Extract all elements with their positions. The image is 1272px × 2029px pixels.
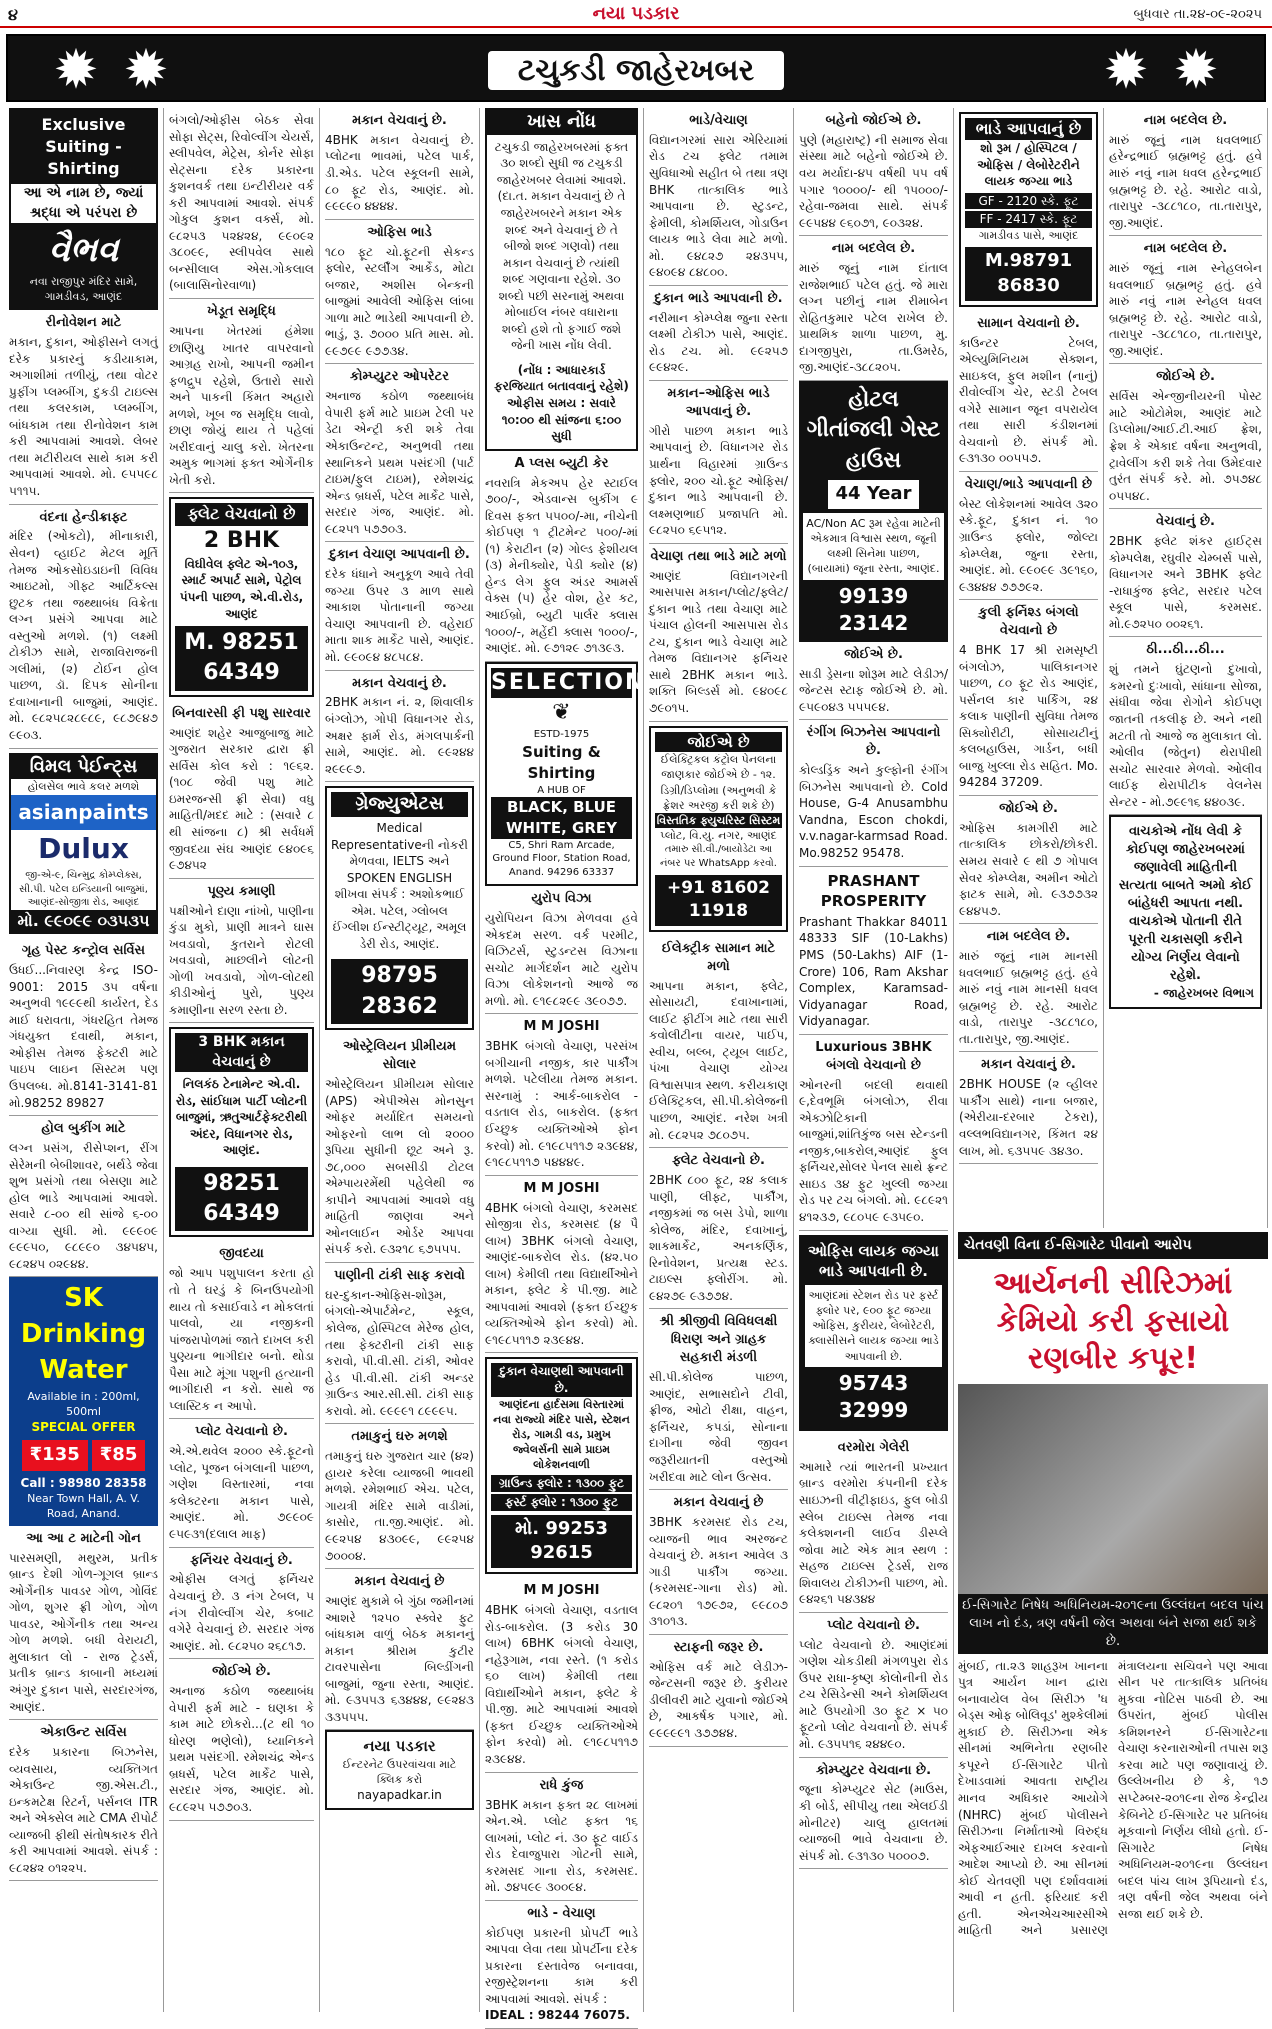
ad-shop-sale: દુકાન વેચાણ આપવાની છે. દરેક ધંધાને અનુકૂળ આવે તેવી જગ્યા ઉપર ૩ માળ સાથે આકાશ પોતાનાની જગ્યા વેચાણ આપવાની છે. વહેરાઈ માતા શાક માર્કેટ પાસે, આણંદ. મો. ૯૯૦૯૪ ૪૮૫૮૪. [325,542,474,670]
ad-sk-water: SK Drinking Water Available in : 200ml, 500ml SPECIAL OFFER ₹135 ₹85 Call : 98980 28358 Near Town Hall, A. V. Road, Anand. [9,1277,158,1525]
ad-europe-visa: યુરોપ વિઝા યુરોપિયન વિઝા મેળવવા હવે એકદમ સરળ. વર્ક પરમીટ, વિઝિટર્સ, સ્ટુડન્ટસ વિઝાના સચોટ માર્ગદર્શન માટે યુરોપ વિઝા લોકેશનનો આજે જ મળો. મો. ૯૧૯૮૨૯૯ ૩૯૦૭૭. [485,886,638,1014]
ad-jivdaya: જીવદયા જો આપ પશુપાલન કરતા હો તો તે ઘરડું કે બિનઉપયોગી થાય તો કસાઈવાડે ન મોકલતાં પાલવો, યા નજીકની પાંજરાપોળમાં જાતે દાખલ કરી પુણ્યના ભાગીદાર બનો. થોડા પૈસા માટે મૂંગા પશુની હત્યાની ભાગીદારી ન કરો. સાથે જ પ્લાસ્ટિક ન આપો. [169,1241,314,1419]
ad-pest-control: ગૃહ પેસ્ટ કન્ટ્રોલ સર્વિસ ઉધઈ...નિવારણ કેન્દ્ર ISO-9001: 2015 ૩૫ વર્ષના અનુભવી ૧૯૯૯થી કાર્યરત, દેડ માઈ ધરાવતા, ગંધરહિત તેમજ ગંધયુક્ત દવાથી, મકાન, ઓફીસ તેમજ ફેક્ટરી માટે પાઇપ લાઇન સિસ્ટમ પણ ઉપલબ્ધ. મો.8141-3141-81 મો.98252 89827 [9,938,158,1116]
ad-2bhk-sale: મકાન વેચવાનું છે. 2BHK HOUSE (૨ વ્હીલર પાર્કીંગ સાથે) નાના બજાર, (એરીયા-દરબાર ટેકરા), વલ્લભવિદ્યાનગર, કિંમત ૨૪ લાખ, મો. ૬૩૫૫૯ ૩૪૩૦. [959,1052,1098,1164]
ad-house-sale-3: મકાન વેચવાનું છે 3BHK કરમસદ રોડ ટચ, વ્યાજની ભાવ અરજન્ટ વેચવાનું છે. મકાન આવેલ ૩ ગાડી પાર્કીંગ જગ્યા. (કરમસદ-ગાના રોડ) મો. ૯૮૨૦૧ ૧૭૯૭૨, ૯૯૮૦૭ ૩૧૦૧૩. [649,1490,788,1635]
ad-account: એકાઉન્ટ સર્વિસ દરેક પ્રકારના બિઝનેસ, વ્યવસાય, વ્યક્તિગત એકાઉન્ટ જી.એસ.ટી., ઇન્કમટેક્ષ રિટર્ન, પર્સનલ ITR અને એક્સેલ માટે CMA રીપોર્ટ વ્યાજબી ફીથી સંતોષકારક રીતે કરી આપવામાં આવશે. સંપર્ક : ૯૮૨૪૨ ૦૧૨૨૫. [9,1720,158,1881]
ad-renovation: રીનોવેશન માટે મકાન, દુકાન, ઓફીસને લગતું દરેક પ્રકારનું કડીયાકામ, અગાશીમાં તળીયું, તથા વોટર પ્રુફીંગ પ્લમ્બીંગ, દુકડી ટાઇલ્સ તથા કલરકામ, પ્લમ્બીંગ, બાંધકામ તથા રીનોવેશન કામ કરી આપવામાં આવશે. લેબર તથા મટીરીયલ સાથે કામ કરી આપવામાં આવશે. મો. ૯૫૫૯૮ ૫૧૧૫. [9,310,158,504]
ad-job-electrical: જોઈએ છે ઈલેક્ટ્રિકલ કંટ્રોલ પેનલના જાણકાર જોઈએ છે - ૧૨. ડિગ્રી/ડિપ્લોમા (અનુભવી કે ફ્રેશર અરજી કરી શકે છે) વિસ્તતિક ફ્યુચરિસ્ટ સિસ્ટમ પ્લોટ, વિ.યુ. નગર, આણંદ તમારુ સી.વી./બાયોડેટા આ નંબર પર WhatsApp કરવો. +91 81602 11918 [649,726,788,932]
news-headline: આર્યનની સીરિઝમાં કેમિયો કરી ફસાયો રણબીર કપૂર! [993,1266,1233,1377]
ad-computer-operator: કોમ્પ્યુટર ઓપરેટર અનાજ કઠોળ જથ્થાબંધ વેપારી ફર્મ માટે પ્રાઇમ ટેલી પર ડેટા એન્ટ્રી કરી શકે તેવા એકાઉન્ટન્ટ, અનુભવી તથા સ્થાનિકને પ્રથમ પસંદગી (પાર્ટ ટાઇમ/ફુલ ટાઇમ), રમેશચંદ્ર એન્ડ બ્રધર્સ, પટેલ માર્કેટ પાસે, સરદાર ગંજ, આણંદ. મો. ૯૮૨૫૧ ૫૭૭૦૩. [325,364,474,542]
ad-rent-space: ભાડે આપવાનું છે શો રૂમ / હોસ્પિટલ / ઓફિસ / લેબોરેટરીને લાયક જગ્યા ભાડે GF - 2120 સ્કે. ફૂટ FF - 2417 સ્કે. ફૂટ ગામડીવડ પાસે, આણંદ M.98791 86830 [959,112,1098,307]
ad-business: રંગીંગ બિઝનેસ આપવાનો છે. કોલ્ડડ્રિંક અને કુલ્ફોની રંગીંગ બિઝનેસ આપવાનો છે. Cold House, G-4 Anusambhu Vandna, Escon chokdi, v.v.nagar-karmsad Road. Mo.98252 95478. [799,720,948,866]
asianpaints-logo: asianpaints [11,795,156,831]
ad-selection: SELECTION ❦ ESTD-1975 Suiting & Shirting A HUB OF BLACK, BLUE WHITE, GREY C5, Shri Ram Arcade, Ground Floor, Station Road, Anand. 94296 63337 [485,662,638,886]
ad-house-office-rent: મકાન–ઓફિસ ભાડે આપવાનું છે. ગીરો પાછળ મકાન ભાડે આપવાનું છે. વિધાનગર રોડ પ્રાર્થના વિહારમાં ગ્રાઉન્ડ ફ્લોર, ૨૦૦ ચો.ફૂટ ઓફિસ/દુકાન ભાડે આપવાની છે. લક્ષ્મણભાઈ પ્રજાપતિ મો. ૯૮૨૫૦ ૬૯૫૧૨. [649,381,788,544]
ad-name-change-1: નામ બદલેલ છે. મારું જૂનું નામ દાંતાલ રાજેશભાઈ પટેલ હતું. જે મારા લગ્ન પછીનું નામ રીમાબેન રોહિતકુમાર પટેલ રાખેલ છે. પ્રાથમિક શાળા પાછળ, મુ. દાગજીપુરા, તા.ઉમરેઠ, જી.આણંદ-૩૮૮૨૦૫. [799,236,948,381]
ad-punya: પૂણ્ય કમાણી પક્ષીઓને દાણા નાંખો, પાણીના કુંડા મુકો, પ્રાણી માત્રને ઘાસ ખવડાવો, કુતરાને રોટલી ખવડાવો, માછલીને લોટની ગોળી ખવડાવો, ગોળ-લોટથી કીડીઓનું પુરો, પુણ્ય કમાણીના સરળ રસ્તા છે. [169,879,314,1024]
ad-office-rent: ઓફિસ ભાડે ૧૮૦ ફૂટ ચો.ફૂટની સેકન્ડ ફ્લોર, સ્ટર્લીંગ આર્કેડ, મોટા બજાર, અશીસ બેન્કની બાજુમાં આવેલી ઓફિસ લાંબા ગાળા માટે ભાડેથી આપવાની છે. ભાડું, રૂ. ૭૦૦૦ પ્રતિ માસ. મો. ૯૯૭૯૯ ૯૭૭૩૪. [325,220,474,365]
ad-house-sale-2: મકાન વેચવાનું છે આણંદ મુકામે બે ગુંઠા જમીનમાં આશરે ૧૨૫૦ સ્ક્વેર ફુટ બાંધકામ વાળું બેઠક મકાનનું મકાન શ્રીરામ કુટીર ટાવરપાસેના બિલ્ડીંગની બાજુમાં, જુના રસ્તા, આણંદ. મો. ૯૩૫૫૩ ૬૩૪૪૪, ૯૯૨૪૩ ૩૩૫૫૫. [325,1569,474,1730]
page-header [0,0,1272,28]
ad-plot: પ્લોટ વેચવાનો છે. એ.એ.થવેલ ૨૦૦૦ સ્કે.ફૂટનો પ્લોટ, પૂજન બંગલાની પાછળ, ગણેશ વિસ્તારમાં, નવા કલેક્ટરના મકાન પાસે, આણંદ. મો. ૭૯૯૦૯ ૯૫૯૩૧(દલાલ માફ) [169,1419,314,1547]
newspaper-name: નયા પડકાર [592,3,680,24]
ad-rent-sale: ભાડે/વેચાણ વિદ્યાનગરમાં સારા એરિયામાં રોડ ટચ ફ્લેટ તમામ સુવિધાઓ સહીત બે તથા ત્રણ BHK તાત્કાલિક ભાડે આપવાના છે. સ્ટુડન્ટ, ફેમીલી, કોમર્શિયલ, ગોડાઉન લાયક ભાડે લેવા માટે મળો. મો. ૯૪૮૨૭ ૨૪૩૫૫, ૯૪૦૯૪ ૮૪૮૦૦. [649,108,788,286]
page-number: ૪ [8,5,18,24]
column-2 [164,108,320,2012]
ad-name-change-3: નામ બદલેલ છે. મારું જૂનું નામ ધવલભાઈ હરેન્દ્રભાઈ બ્રહ્મભટ્ટ હતું. હવે મારું નવું નામ ધવલ હરેન્દ્રભાઈ બ્રહ્મભટ્ટ છે. રહે. આરોટ વાડો, તારાપુર -૩૮૮૧૮૦, તા.તારાપુર, જી.આણંદ. [1109,108,1262,236]
ad-wanted: જોઈએ છે. અનાજ કઠોળ જથ્થાબંધ વેપારી ફર્મ માટે - ઘણકા કે કામ માટે છોકરો...(ટ થી ૧૦ ધોરણ ભણેલો), ધ્યાનિકને પ્રથમ પસંદગી. રમેશચંદ્ર એન્ડ બ્રધર્સ, પટેલ માર્કેટ પાસે, સરદાર ગંજ, આણંદ. મો. ૯૮૯૨૫ ૫૭૭૦૩. [169,1659,314,1820]
ad-hall-booking: હોલ બુકીંગ માટે લગ્ન પ્રસંગ, રીસેપ્શન, રીંગ સેરેમની બેબીશાવર, બર્થડે જેવા શુભ પ્રસંગો તથા બેસણા માટે હોલ ભાડે આપવામાં આવશે. સવારે ૮-૦૦ થી સાંજે ૬-૦૦ વાગ્યા સુધી. મો. ૯૯૯૦૯ ૯૯૯૫૦, ૯૮૯૯૦ ૩૪૫૪૫, ૯૮૨૪૫ ૦૨૯૪૪. [9,1116,158,1277]
ad-olive-therapy: ઠી...ઠી...ઠી... શું તમને ઘુંટણનો દુખાવો, કમરનો દુઃખાવો, સાંધાના સોજા, સંધીવા જેવા રોગોને કોઈપણ જાતની તકલીફ છે. અને નથી મટતી તો આજે જ મુલાકાત લો. ઓલીવ (જેતુન) થેરાપીથી સચોટ સારવાર મેળવો. ઓલીવ લાઈફ થેરાપીટીક વેલનેસ સેન્ટર - મો.૭૯૯૧૬ ૪૪૦૩૯. [1109,637,1262,815]
ad-hotel-gitanjali: હોટલ ગીતાંજલી ગેસ્ટ હાઉસ 44 Year AC/Non AC રૂમ રહેવા માટેની એકમાત્ર વિશ્વાસ સ્થળ, જૂની લક્ષ્મી સિનેમા પાછળ, (બાયામાં) જૂના રસ્તા, આણંદ. 99139 23142 [799,381,948,642]
ad-bungalow-sale: કુલી ફર્નિશ્ડ બંગલો વેચવાનો છે 4 BHK 17 શ્રી રામસૃષ્ટી બંગલોઝ, પાલિકાનગર પાછળ, ૮૦ ફૂટ રોડ આણંદ, પર્સનલ કાર પાર્કિંગ, ૨૪ કલાક પાણીની સુવિધા તેમજ સિક્યોરીટી, સોસાયટીનું કલબહાઉસ, ગાર્ડન, બધી બાજુ ખુલ્લા રોડ સહિત. Mo. 94284 37209. [959,600,1098,796]
ad-prashant: PRASHANT PROSPERITY Prashant Thakkar 84011 48333 SIF (10-Lakhs) PMS (50-Lakhs) AIF (1-Crore) 106, Ram Akshar Complex, Karamsad-Vidyanagar Road, Vidyanagar. [799,867,948,1035]
news-photo [958,1384,1268,1594]
column-6 [794,108,954,2012]
ad-office-staff: જોઈએ છે. ઓફિસ કામગીરી માટે તાત્કાલિક છોકરો/છોકરી. સમય સવારે ૯ થી ૭ ગોપાલ સેવર કોમ્પ્લેક્ષ, અમીન ઓટો ફાટક સામે, મો. ૯૩૭૭૩૨ ૯૪૪૫૭. [959,796,1098,924]
ad-vaibhav: Exclusive Suiting - Shirting આ એ નામ છે, જ્યાં શ્રદ્ધા એ પરંપરા છે વૈભવ નવા રાજીપુર મંદિર સામે, ગામડીવડ, આણંદ [9,108,158,310]
ad-shop-sale-rent: વેચાણ/ભાડે આપવાની છે બેસ્ટ લોકેશનમાં આવેલ ૩૨૦ સ્કે.ફૂટ, દુકાન નં. ૧૦ ગ્રાઉન્ડ ફ્લોર, જોલ્ટા કોમ્પ્લેક્ષ, જુના રસ્તા, આણંદ. મો. ૯૯૦૯૯ ૩૯૧૬૦, ૯૩૪૪૪ ૭૭૭૯૨. [959,472,1098,600]
star-icon: ✹ [123,38,169,101]
ad-office-space: ઓફિસ લાયક જગ્યા ભાડે આપવાની છે. આણંદમાં સ્ટેશન રોડ પર ફર્સ્ટ ફ્લોર પર, ૯૦૦ ફૂટ જગ્યા ઓફિસ, કુરીયર, લેબોરેટરી, ક્લાસીસને લાયક જગ્યા ભાડે આપવાની છે. 95743 32999 [799,1235,948,1431]
issue-date: બુધવાર તા.૨૪-૦૯-૨૦૨૫ [1133,7,1262,22]
ad-house-sale: મકાન વેચવાનું છે. 4BHK મકાન વેચવાનું છે. પ્લોટના ભાવમાં, પટેલ પાર્ક, ડી.એડ. પટેલ સ્કૂલની સામે, ૮૦ ફૂટ રોડ, આણંદ. મો. ૯૯૯૯૦ ૪૪૪૪. [325,108,474,220]
ad-women-wanted: બહેનો જોઈએ છે. પુણે (મહારાષ્ટ્ર) ની સમાજ સેવા સંસ્થા માટે બહેનો જોઈએ છે. વય મર્યાદા-૪૫ વર્ષથી ૫૫ વર્ષ પગાર ૧૦૦૦૦/- થી ૧૫૦૦૦/- રહેવા-જમવા સાથે. સંપર્ક ૯૯૫૪૪ ૯૬૦૭૧, ૯૦૩૨૪. [799,108,948,236]
ad-ideal: ભાડે - વેચાણ કોઈપણ પ્રકારની પ્રોપર્ટી ભાડે આપવા લેવા તથા પ્રોપર્ટીના દરેક પ્રકારના દસ્તાવેજ બનાવવા, રજીસ્ટ્રેશનના કામ કરી આપવામાં આવશે. સંપર્ક : IDEAL : 98244 76075. [485,1901,638,2029]
section-banner [6,34,1266,102]
naya-padkar-footer: નયા પડકાર ઈન્ટરનેટ ઉપરવાંચવા માટે ક્લિક કરો nayapadkar.in [325,1730,474,1810]
ad-plot-2: પ્લોટ વેચવાનો છે. પ્લોટ વેચવાનો છે. આણંદમાં ગણેશ ચોકડીથી મંગળપુરા રોડ ઉપર રાધા-કૃષ્ણ કોલોનીની રોડ ટચ રેસિડેન્સી અને કોમર્શિયલ માટે ઉપયોગી ૩૦ ફૂટ × ૫૦ ફૂટનો પ્લોટ વેચવાનો છે. સંપર્ક મો. ૯૩૫૫૧૬ ૨૪૪૯૦. [799,1613,948,1758]
ad-saree-staff: જોઈએ છે. સાડી ડ્રેસના શોરૂમ માટે લેડીઝ/જેન્ટસ સ્ટાફ જોઈએ છે. મો. ૯૫૯૦૪૩ ૫૫૫૯૪. [799,642,948,721]
news-caption: ઈ-સિગારેટ નિષેધ અધિનિયમ-૨૦૧૯ના ઉલ્લંઘન બદલ પાંચ લાખ નો દંડ, ત્રણ વર્ષની જેલ અથવા બંને સજા થઈ શકે છે. [958,1594,1268,1654]
ad-graduates: ગ્રેજ્યુએટસ Medical Representativeની નોકરી મેળવવા, IELTS અને SPOKEN ENGLISH શીખવા સંપર્ક : અશોકભાઈ એમ. પટેલ, ગ્લોબલ ઈંગ્લીશ ઈન્સ્ટીટ્યૂટ, અમૂલ ડેરી રોડ, આણંદ. 98795 28362 [325,786,474,1030]
section-title: ટચુકડી જાહેરખબર [8,50,1264,91]
ad-staff: સ્ટાફની જરૂર છે. ઓફિસ વર્ક માટે લેડીઝ-જેન્ટસની જરૂર છે. કુરીયર ડીલીવરી માટે યુવાનો જોઈએ છે, આકર્ષક પગાર, મો. ૯૯૯૯૯૧ ૩૭૭૪૪. [649,1635,788,1747]
ad-vandana: વંદના હેન્ડીક્રાફ્ટ મંદિર (ઓકટો), મીનાકારી, સેવન) વ્હાઈટ મેટલ મૂર્તિ તેમજ ઓકસોઇડાઇની વિવિધ આઇટમો, ગીફ્ટ આર્ટિકલ્સ છુટક તથા જથ્થાબંધ વિક્રેતા લગ્ન પ્રસંગે આપવા માટે વસ્તુઓ મળશે. (૧) લક્ષ્મી ટોકીઝ સામે, રાજાવિરાજની ગલીમાં, (૨) ટોઈન હોલ પાછળ, ડૉ. દિપક સોનીના દવાખાનાની બાજુમાં, આણંદ. મો. ૯૮૨૫૮૨૮૯૮૯, ૯૮૭૯૪૭ ૯૯૦૩. [9,505,158,749]
ad-furniture: ફર્નિચર વેચવાનું છે. ઓફીસ લગતું ફર્નિચર વેચવાનું છે. ૩ નંગ ટેબલ, ૫ નંગ રીવોલ્વીંગ ચેર, કબાટ વગેરે વેચવાનું છે. સરદાર ગંજ આણંદ. મો. ૯૮૨૫૦ ૨૬૮૧૭. [169,1548,314,1660]
ad-flat-sale: ફ્લેટ વેચવાનો છે 2 BHK વિઘીવેલ ફ્લેટ એ-૧૦૩, સ્માર્ટ અપાર્ટ સામે, પેટ્રોલ પંપની પાછળ, એ.વી.રોડ, આણંદ M. 98251 64349 [169,497,314,696]
column-3 [320,108,480,2012]
ad-farmer: ખેડૂત સમૃદ્ધિ આપના ખેતરમાં હંમેશા છાણિયુ ખાતર વાપરવાનો આગ્રહ રાખો, આપની જમીન ફળદ્રુપ રહેશે, ઉતારો સારો અને પાકની કિંમત અહારો મળશે, ખૂબ જ સમૃદ્ધિ લાવો, છાણ જોયું થાય તે પહેલાં ખરીદવાનું ચાલુ કરો. ખેતરના અમુક ભાગમાં ફક્ત ઓર્ગેનીક ખેતી કરો. [169,299,314,493]
star-icon: ✹ [1173,38,1219,101]
reader-notice: વાચકોએ નોંધ લેવી કે કોઈપણ જાહેરખબરમાં જણાવેલી માહિતીની સત્યતા બાબતે અમો કોઈ બાંહેધરી આપતા નથી. વાચકોએ પોતાની રીતે પૂરતી ચકાસણી કરીને યોગ્ય નિર્ણય લેવાનો રહેશે. - જાહેરખબર વિભાગ [1109,815,1262,1009]
ad-sofa: બંગલો/ઓફીસ બેઠક સેવા સોફા સેટ્સ, રિવોલ્વીંગ ચેયર્સ, સ્લીપવેલ, મેટ્રેસ, કોર્નર સોફા સેટ્સના દરેક પ્રકારના કુશનવર્ક તથા ઇન્ટીરીયર વર્ક કરી આપવામાં આવશે. સંપર્ક ગોકુલ કુશન વર્ક્સ, મો. ૯૮૨૫૩ ૫૨૪૨૪, ૯૯૦૯૨ ૩૮૦૯૯, સ્લીપવેલ સાથે બન્સીલાલ એસ.ગોકલાલ (બાલાસિનોરવાળા) [169,108,314,299]
ad-jaggery: આ આ ટ માટેની ગોન પારસમણી, મથુરમ, પ્રતીક બ્રાન્ડ દેશી ગોળ-ગૂગલ બ્રાન્ડ ઓર્ગેનીક પાવડર ગોળ, ગોવિંદ ગોળ, શુગર ફ્રી ગોળ, ગોળ પાવડર, ઓર્ગેનીક તથા અન્ય ગોળ મળશે. બધી વેરાયટી, મુલાકાત લો - રાજ ટ્રેડર્સ, પ્રતીક બ્રાન્ડ કાબાની મધ્યમાં અંગુર દુકાન પાસે, સરદારગંજ, આણંદ. [9,1526,158,1720]
ad-name-change-4: નામ બદલેલ છે. મારું જૂનું નામ સ્નેહલબેન ધવલભાઈ બ્રહ્મભટ્ટ હતું. હવે મારું નવું નામ સ્નેહલ ધવલ બ્રહ્મભટ્ટ છે. રહે. આરોટ વાડો, તારાપુર -૩૮૮૧૮૦, તા.તારાપુર, જી.આણંદ. [1109,236,1262,364]
ad-tobacco: તમાકુનું ઘરુ મળશે તમાકુનું ઘરુ ગુજરાત ચાર (૪૨) હાયર કરેલા વ્યાજબી ભાવથી મળશે. રમેશભાઈ એચ. પટેલ, ગાયત્રી મંદિર સામે વાડીમાં, કાસોર, તા.જી.આણંદ. મો. ૯૯૨૫૪ ૪૩૦૯૯, ૯૯૨૫૪ ૭૦૦૦૪. [325,1424,474,1569]
ad-flat-sale-2: ફ્લેટ વેચવાનો છે. 2BHK ૮૦૦ ફૂટ, ૨૪ કલાક પાણી, લીફ્ટ, પાર્કીંગ, નજીકમાં જ બસ ડેપો, શાળા કોલેજ, મંદિર, દવાખાનું, શાકમાર્કેટ, અનકર્ણિક, રિનોવેશન, પ્રત્યક્ષ સ્ટડ. ટાઇલ્સ ફ્લોરીંગ. મો. ૯૪૨૭૯ ૯૩૭૭૪. [649,1148,788,1309]
news-strap: ચેતવણી વિના ઈ-સિગારેટ પીવાનો આરોપ [958,1232,1268,1259]
ad-beauty-care: A પ્લસ બ્યુટી કેર નવરાત્રિ મેકઅપ હેર સ્ટાઈલ ૭૦૦/-, એડવાન્સ બુકીંગ ૯ દિવસ ફક્ત ૫૫૦૦/-મા, નીચેની કોઈપણ ૧ ટ્રીટમેન્ટ ૫૦૦/-માં (૧) કેરાટીન (૨) ગોલ્ડ ફેશીયલ (૩) મેનીક્યોર, પેડી ક્યોર (૪) હેન્ડ લેગ ફુલ અંડર આમર્સ વેક્સ (૫) હેર વોશ, હેર કટ, આઈબ્રો, બ્યુટી પાર્લર ક્લાસ ૧૦૦૦/-, મહેંદી ક્લાસ ૧૦૦૦/-, આણંદ. મો. ૯૭૧૨૯ ૭૧૩૯૩. [485,451,638,662]
ad-mm-joshi-2: M M JOSHI 4BHK બંગલો વેચાણ, કરમસદ સોજીત્રા રોડ, કરમસદ (૪ પૈ લાખ) 3BHK બંગલો વેચાણ, આણંદ-બાકરોલ રોડ. (૪૨.૫૦ લાખ) કેમીલી તથા વિદ્યાર્થીઓને મકાન, ફ્લેટ કે પી.જી. માટે આપવામાં આવશે (ફક્ત ઈચ્છુક વ્યક્તિઓએ ફોન કરવો) મો. ૯૧૯૮૫૧૧૭ ૨૩૯૪૪. [485,1176,638,1354]
column-8 [1104,108,1268,1228]
ad-electric: ઈલેક્ટ્રીક સામાન માટે મળો આપના મકાન, ફ્લેટ, સોસાયટી, દવાખાનામાં, લાઈટ ફીટીંગ માટે તથા સારી કવોલીટીના વાયર, પાઈપ, સ્વીચ, બલ્બ, ટ્યૂબ લાઈટ, પંખા વેચાણ યોગ્ય વિશ્વાસપાત્ર સ્થળ. કરીયકાણ ઈલેક્ટ્રિકલ, સી.પી.કોલેજની પાછળ, આણંદ. નરેશ ખત્રી મો. ૯૮૨૫૨ ૭૮૦૭૫. [649,936,788,1148]
website-link[interactable]: nayapadkar.in [357,1788,442,1803]
ad-3bhk-house: 3 BHK મકાન વેચવાનું છે નિલકંઠ ટેનામેન્ટ એ.વી. રોડ, સાંઈધામ પાર્ટી પ્લોટની બાજુમાં, ઋતુઆર્ટફેક્ટરીથી અંદર, વિધાનગર રોડ, આણંદ. 98251 64349 [169,1027,314,1237]
ad-vimal-paints: વિમલ પેઈન્ટ્સ હોલસેલ ભાવે કલર મળશે asianpaints Dulux જી-એ-૯, ચિન્મુદ્ર કોમ્પ્લેક્સ, સી.પી. પટેલ ઇન્ડિયાની બાજુમાં, આણંદ-સોજીત્રા રોડ, આણંદ મો. ૯૯૦૯૯ ૦૩૫૩૫ [9,753,158,935]
ad-mm-joshi-1: M M JOSHI 3BHK બંગલો વેચાણ, પરસંખ બગીચાની નજીક, કાર પાર્કીંગ મળશે. પટેલીયા તેમજ મકાન. સરનામું : આર્ક-બાકરોલ - વડતાલ રોડ, બાકરોલ. (ફક્ત ઈચ્છુક વ્યક્તિઓએ ફોન કરવો) મો. ૯૧૯૮૫૧૧૭ ૨૩૯૪૪, ૯૧૯૮૫૧૧૭ ૫૪૪૪૯. [485,1014,638,1175]
vaibhav-logo: વૈભવ [48,229,119,270]
ad-service-engineer: જોઈએ છે. સર્વિસ એન્જીનીયરની પોસ્ટ માટે ઓટોમેશ, આણંદ માટે ડિપ્લોમા/આઈ.ટી.આઈ ફ્રેશ, ફ્રેશ કે એકાદ વર્ષના અનુભવી, ટ્રાવેલીંગ કરી શકે તેવા ઉમેદવાર તુરંત સંપર્ક કરે. મો. ૭૫૭૪૮ ૦૫૫૪૮. [1109,364,1262,509]
special-note: ખાસ નોંધ ટચુકડી જાહેરખબરમાં ફક્ત ૩૦ શબ્દો સુધી જ ટચુકડી જાહેરખબર લેવામાં આવશે. (દા.ત. મકાન વેચવાનું છે તે જાહેરખબરને મકાન એક શબ્દ અને વેચવાનું છે તે બીજો શબ્દ ગણવો) તથા મકાન વેચવાનું છે ત્યાંથી શબ્દ ગણવાના રહેશે. ૩૦ શબ્દો પછી સરનામું અથવા મોબાઈલ નંબર વધારાના શબ્દો હશે તો ફગાઈ જશે જેની ખાસ નોંધ લેવી. (નોંધ : આધારકાર્ડ ફરજિયાત બતાવવાનું રહેશે) ઓફીસ સમય : સવારે ૧૦:૦૦ થી સાંજના ૬:૦૦ સુધી [485,108,638,451]
ad-cooperative: શ્રી શ્રીજીવી વિવિધલક્ષી ધિરાણ અને ગ્રાહક સહકારી મંડળી સી.પી.કોલેજ પાછળ, આણંદ, સભાસદોને ટીવી, ફ્રીજ, ઓટો રીક્ષા, વાહન, ફર્નિચર, કપડાં, સોનાના દાગીના જેવી જીવન જરૂરીયાતની વસ્તુઓ ખરીદવા માટે લોન ઉત્સવ. [649,1309,788,1490]
news-body: મુંબઈ, તા.૨૩ શાહરૂખ ખાનના પુત્ર આર્યન ખાન દ્વારા બનાવાયેલ વેબ સિરીઝ 'ધ બેડ્સ ઓફ બોલિવૂડ' મુશ્કેલીમાં મુકાઈ છે. સિરીઝના એક સીનમાં અભિનેતા રણબીર કપૂરને ઈ-સિગારેટ પીતો દેખાડવામાં આવતા રાષ્ટ્રીય માનવ અધિકાર આયોગે (NHRC) મુંબઈ પોલીસને સિરીઝના નિર્માતાઓ વિરુદ્ધ એફઆઈઆર દાખલ કરવાનો આદેશ આપ્યો છે. આ સીનમાં કોઈ ચેતવણી પણ દર્શાવવામાં આવી ન હતી. ફરિયાદ કરી હતી. એનએચઆરસીએ માહિતી અને પ્રસારણ મંત્રાલયના સચિવને પણ આવા સીન પર તાત્કાલિક પ્રતિબંધ મુકવા નોટિસ પાઠવી છે. આ ઉપરાંત, મુંબઈ પોલીસ કમિશનરને ઈ-સિગારેટના વેચાણ કરનારાઓની તપાસ શરૂ કરવા માટે પણ જણાવાયું છે. ઉલ્લેખનીય છે કે, ૧૭ સપ્ટેમ્બર-૨૦૧૯ના રોજ કેન્દ્રીય કેબિનેટે ઈ-સિગારેટ પર પ્રતિબંધ મૂકવાનો નિર્ણય લીધો હતો. ઈ-સિગારેટ નિષેધ અધિનિયમ-૨૦૧૯ના ઉલ્લંઘન બદલ પાંચ લાખ રૂપિયાનો દંડ, ત્રણ વર્ષની જેલ અથવા બંને સજા થઈ શકે છે. [958,1658,1268,1938]
ad-computer-sale: કોમ્પ્યુટર વેચવાના છે. જૂના કોમ્પ્યુટર સેટ (માઉસ, કી બોર્ડ, સીપીયુ તથા એલઈડી મોનીટર) ચાલુ હાલતમાં વ્યાજબી ભાવે વેચવાના છે. સંપર્ક મો. ૯૩૧૩૦ ૫૦૦૦૭. [799,1758,948,1870]
column-7 [954,108,1104,1228]
ad-name-change-2: નામ બદલેલ છે. મારું જૂનું નામ માનસી ધવલભાઈ બ્રહ્મભટ્ટ હતું. હવે મારું નવું નામ માનસી ધવલ બ્રહ્મભટ્ટ છે. રહે. આરોટ વાડો, તારાપુર -૩૮૮૧૮૦, તા.તારાપુર, જી.આણંદ. [959,924,1098,1052]
ad-tank-cleaning: પાણીની ટાંકી સાફ કરાવો ઘર-દુકાન-ઓફિસ-શોરૂમ, બંગલો-એપાર્ટમેન્ટ, સ્કૂલ, કોલેજ, હોસ્પિટલ મેરેજ હોલ, તથા ફેક્ટરીની ટાંકી સાફ કરાવો, પી.વી.સી. ટાંકી, ઓવર હેડ પી.વી.સી. ટાંકી અન્ડર ગ્રાઉન્ડ આર.સી.સી. ટાંકી સાફ કરાવો. મો. ૯૯૯૯૧ ૮૯૯૯૫. [325,1263,474,1424]
ad-flat-sale-3: વેચવાનું છે. 2BHK ફ્લેટ શંકર હાઈટ્સ કોમ્પલેક્ષ, રઘુવીર ચેમ્બર્સ પાસે, વિધાનગર અને 3BHK ફ્લેટ -રાધાકુંજ ફ્લેટ, સરદાર પટેલ સ્કૂલ પાસે, કરમસદ. મો.૯૭૨૫૦ ૦૦૨૬૧. [1109,509,1262,637]
swan-icon: ❦ [552,699,571,725]
ad-sale-rent: વેચાણ તથા ભાડે માટે મળો આણંદ વિદ્યાનગરની આસપાસ મકાન/પ્લોટ/ફ્લેટ/દુકાન ભાડે તથા વેચાણ માટે પંચાલ હોલની આસપાસ રોડ ટચ, દુકાન ભાડે વેચાણ માટે તેમજ વિદ્યાનગર ફર્નિચર સાથે 2BHK મકાન ભાડે. શક્તિ બિલ્ડર્સ મો. ૯૪૦૯૮ ૭૯૦૧૫. [649,544,788,722]
ad-luxurious-bungalow: Luxurious 3BHK બંગલો વેચવાનો છે ઓનરની બદલી થવાથી ૯,દેવભૂમિ બંગલોઝ, રીવા એક્ઝોટિકાની બાજુમાં,શાંતિકુંજ બસ સ્ટેન્ડની નજીક,બાકરોલ,આણંદ ફુલ ફર્નિચર,સોલર પેનલ સાથે ફ્રન્ટ સાઇડ ૩૪ ફુટ ખુલ્લી જગ્યા રોડ પર ટચ બંગલો. મો. ૯૮૯૨૧ ૪૧૨૩૭, ૯૮૦૫૯ ૯૩૫૯૦. [799,1035,948,1231]
ad-solar: ઓસ્ટ્રેલિયન પ્રીમીયમ સોલાર ઓસ્ટ્રેલિયન પ્રીમીયમ સોલાર (APS) એપીએસ મોનસુન ઓફર મર્યાદિત સમયનો ઓફરનો લાભ લો ૨૦૦૦ રૂપિયા સુધીની છૂટ અને રૂ. ૭૮,૦૦૦ સબસીડી ટોટલ એમ્પાયરમેંથી પહેલેથી જ કાપીને આપવામાં આવશે વધુ માહિતી જાણવા અને ઓનલાઈન ઓર્ડર આપવા સંપર્ક કરો. ૯૩૨૧૮ ૬૭૫૫૫. [325,1034,474,1263]
column-1 [4,108,164,2012]
dulux-logo: Dulux [38,832,129,866]
column-4 [480,108,646,2023]
ad-shop-rent: દુકાન વેચાણથી આપવાની છે. આણંદના હાર્દસમા વિસ્તારમાં નવા રાજ્યો મંદિર પાસે, સ્ટેશન રોડ, ગામડી વડ, પ્રમુખ જ્વેલર્સની સામે પ્રાઇમ લોકેશનવાળી ગ્રાઉન્ડ ફ્લોર : ૧૩૦૦ ફુટ ફર્સ્ટ ફ્લોર : ૧૩૦૦ ફુટ મો. 99253 92615 [485,1357,638,1574]
ad-animal-care: બિનવારસી ફી પશુ સારવાર આણંદ શહેર આજુબાજુ માટે ગુજરાત સરકાર દ્વારા ફ્રી સર્વિસ કોલ કરો : ૧૯૬૨. (૧૦૮ જેવી પશુ માટે ઇમરજન્સી ફ્રી સેવા) વધુ માહિતી/મદદ માટે : (સવારે ૮ થી સાંજના ૮) શ્રી સર્વધર્મ જીવદયા સંઘ આણંદ ૯૪૦૯૬ ૯૭૪૫૨ [169,701,314,879]
ad-varmora: વરમોરા ગેલેરી આમારે ત્યાં ભારતની પ્રખ્યાત બ્રાન્ડ વરમોરા કંપનીની દરેક સાઇઝની વીટ્રીફાઇડ, ફુલ બોડી સ્લેબ ટાઇલ્સ તેમજ નવા કલેક્શનની લાઈવ ડીસ્પ્લે જોવા માટે એક માત્ર સ્થળ : સહજ ટાઇલ્સ ટ્રેડર્સ, રાજ શિવાલય ટોકીઝની પાછળ, મો. ૯૪૨૬૧ ૫૪૩૪૪ [799,1435,948,1613]
news-story [958,1232,1268,2012]
ad-mm-joshi-3: M M JOSHI 4BHK બંગલો વેચાણ, વડતાલ રોડ-બાકરોલ. (3 કરોડ 30 લાખ) 6BHK બંગલો વેચાણ, નહેરૂગામ, નવા રસ્તે. (૧ કરોડ ૬૦ લાખ) કેમીલી તથા વિદ્યાર્થીઓને મકાન, ફ્લેટ કે પી.જી. માટે આપવામાં આવશે (ફક્ત ઈચ્છુક વ્યક્તિઓએ ફોન કરવો) મો. ૯૧૯૮૫૧૧૭ ૨૩૯૪૪. [485,1578,638,1772]
ad-radhe-kunj: રાધે કુંજ 3BHK મકાન ફક્ત ૨૮ લાખમાં એન.એ. પ્લોટ ફક્ત ૧૬ લાખમાં, પ્લોટ નં. ૩૦ ફૂટ વાઈડ રોડ દેવાજુપારા ગોટની સામે, કરમસદ ગાના રોડ, કરમસદ. મો. ૭૪૫૯૯ ૩૦૦૯૪. [485,1773,638,1901]
ad-shop-rent-2: દુકાન ભાડે આપવાની છે. નરીમાન કોમ્પ્લેક્ષ જુના રસ્તા લક્ષ્મી ટોકીઝ પાસે, આણંદ. રોડ ટચ. મો. ૯૯૨૫૭ ૯૯૪૨૯. [649,286,788,381]
ad-2bhk-house: મકાન વેચવાનું છે. 2BHK મકાન નં. ૨, શિવાલીક બંગ્લોઝ, ગોપી વિધાનગર રોડ, અક્ષર ફાર્મ રોડ, મંગલપાર્કની સામે, આણંદ. મો. ૯૯૨૪૪ ૨૯૯૯૭. [325,671,474,783]
ad-goods-sale: સામાન વેચવાનો છે. કાઉન્ટર ટેબલ, એલ્યુમિનિયમ સેક્શન, સાઇકલ, ફુલ મશીન (નાનું) રીવોલ્વીંગ ચેર, સ્ટડી ટેબલ વગેરે સામાન જૂન વપરાયેલ તથા સારી કંડીશનમાં વેચવાનો છે. સંપર્ક મો. ૯૩૧૩૦ ૦૦૫૫૭. [959,311,1098,472]
star-icon: ✹ [53,38,99,101]
column-5 [644,108,794,2012]
star-icon: ✹ [1103,38,1149,101]
